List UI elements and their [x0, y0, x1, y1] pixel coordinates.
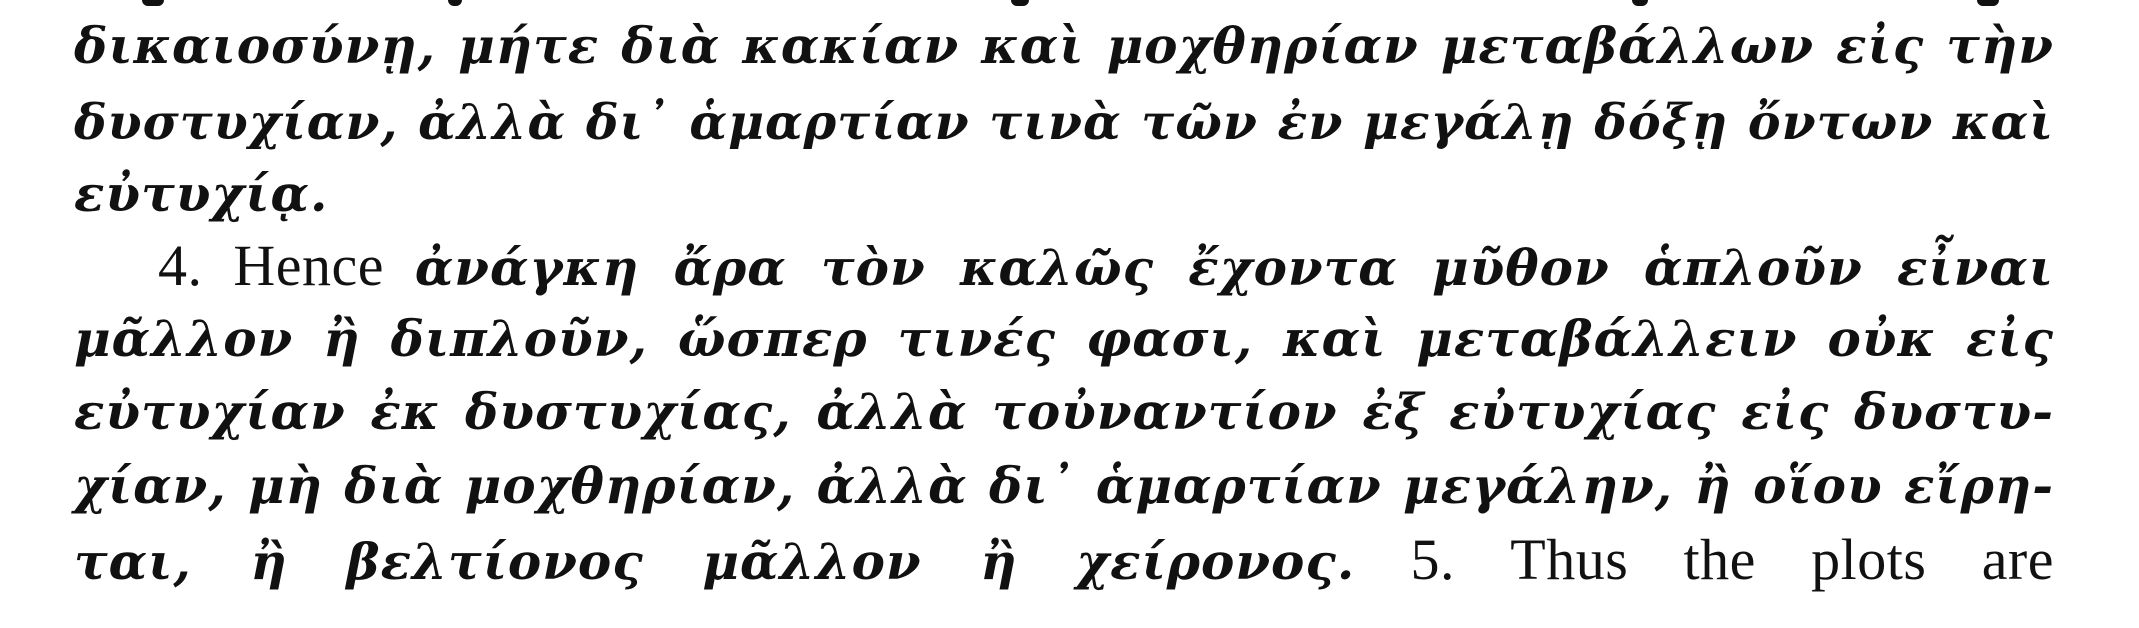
section-number-text: 4. Hence: [158, 233, 415, 298]
greek-text: ται, ἢ βελτίονος μᾶλλον ἢ χείρονος.: [74, 532, 1356, 591]
greek-text: εὐτυχίᾳ.: [74, 164, 329, 223]
text-line-8: [74, 528, 2054, 592]
greek-text: ἀνάγκη ἄρα τὸν καλῶς ἔχοντα μῦθον ἁπλοῦν εἶναι: [414, 238, 2054, 297]
section-number-text: 5. Thus the plots are: [1355, 527, 2054, 592]
greek-text: δυστυχίαν, ἀλλὰ δι᾽ ἁμαρτίαν τινὰ τῶν ἐν μεγάλῃ δόξῃ ὄντων καὶ: [74, 93, 2054, 151]
text-line-5: [74, 307, 2054, 371]
text-line-2: [74, 90, 2054, 154]
text-line-6: [74, 380, 2054, 444]
greek-text: χίαν, μὴ διὰ μοχθηρίαν, ἀλλὰ δι᾽ ἁμαρτίαν μεγάλην, ἢ οἵου εἴρη-: [74, 456, 2054, 515]
clipped-previous-line: [0, 0, 2139, 10]
text-line-1: [74, 14, 2054, 78]
text-line-3: [74, 162, 2054, 226]
text-line-4: [158, 234, 2054, 298]
text-line-7: [74, 454, 2054, 518]
greek-text: μᾶλλον ἢ διπλοῦν, ὥσπερ τινές φασι, καὶ μεταβάλλειν οὐκ εἰς: [74, 309, 2054, 368]
greek-text: δικαιοσύνῃ, μήτε διὰ κακίαν καὶ μοχθηρίαν μεταβάλλων εἰς τὴν: [74, 16, 2054, 75]
greek-text: εὐτυχίαν ἐκ δυστυχίας, ἀλλὰ τοὐναντίον ἐξ εὐτυχίας εἰς δυστυ-: [74, 382, 2054, 441]
